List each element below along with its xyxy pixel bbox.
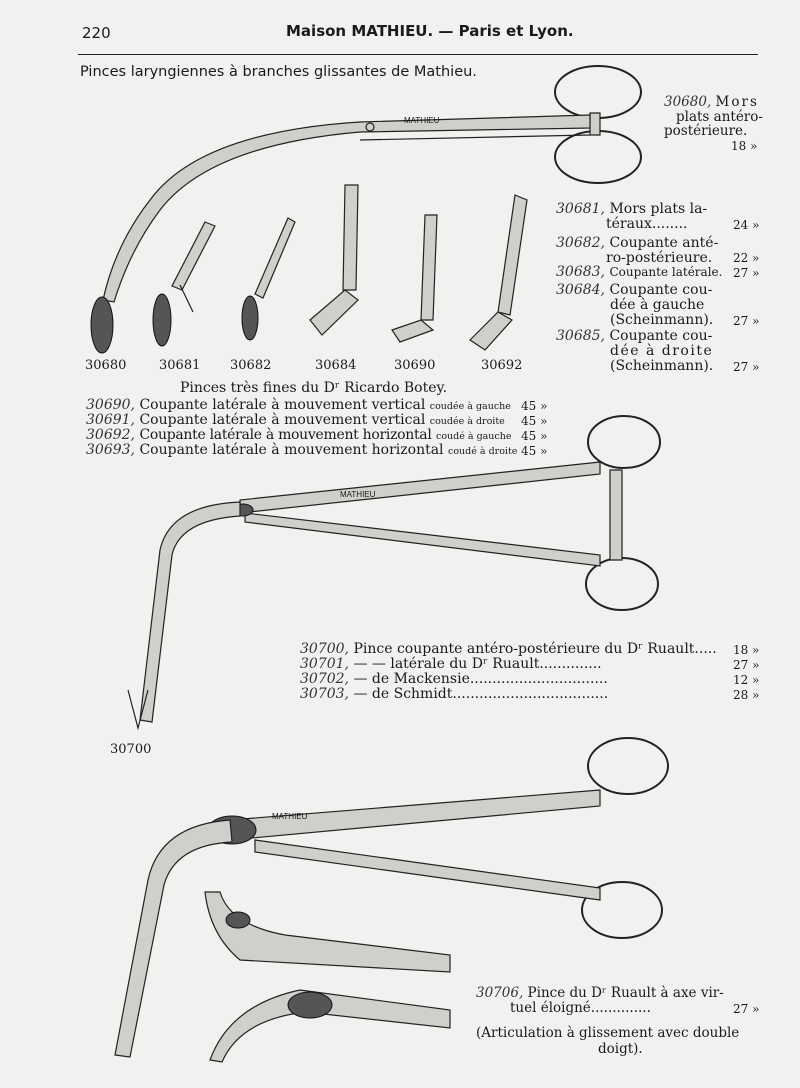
item-30703: 30703, — de Schmidt................................... (300, 686, 609, 702)
item-30692: 30692, Coupante latérale à mouvement horizontal coudé à gauche (86, 427, 512, 443)
item-30681: 30681, Mors plats la- (556, 201, 708, 217)
item-30691-price: 45 » (521, 414, 548, 428)
figure-label: 30682 (230, 358, 272, 373)
figure-label: 30684 (315, 358, 357, 373)
page-header-title: Maison MATHIEU. — Paris et Lyon. (286, 22, 574, 40)
section1-title: Pinces laryngiennes à branches glissantes de Mathieu. (80, 64, 477, 80)
item-30690-price: 45 » (521, 399, 548, 413)
item-30706-line2: tuel éloigné.............. (510, 1000, 651, 1016)
item-30700-price: 18 » (733, 643, 760, 657)
item-30702: 30702, — de Mackensie............................... (300, 671, 608, 687)
finger-ring-bottom (555, 131, 641, 183)
item-30683-price: 27 » (733, 266, 760, 280)
item-30684: 30684, Coupante cou- (556, 282, 713, 298)
item-30701: 30701, — — latérale du Dʳ Ruault.............. (300, 656, 602, 672)
item-30703-price: 28 » (733, 688, 760, 702)
figure-label: 30690 (394, 358, 436, 373)
finger-ring-top (588, 416, 660, 468)
item-30680-price: 18 » (731, 139, 758, 153)
engraving-mathieu-2: MATHIEU (340, 490, 376, 499)
engraving-mathieu-3: MATHIEU (272, 812, 308, 821)
item-30684-price: 27 » (733, 314, 760, 328)
item-30683: 30683, Coupante latérale. (556, 264, 723, 280)
item-30681-price: 24 » (733, 218, 760, 232)
item-30706-price: 27 » (733, 1002, 760, 1016)
item-30680-line3: postérieure. (664, 123, 748, 139)
item-30682-line2: ro-postérieure. (606, 250, 713, 266)
item-30681-line2: téraux........ (606, 216, 688, 232)
item-30685-line2: dée à droite (610, 343, 714, 359)
engraving-mathieu-1: MATHIEU (404, 116, 440, 125)
item-30706-note: (Articulation à glissement avec double (476, 1025, 740, 1041)
item-30702-price: 12 » (733, 673, 760, 687)
item-30706-note2: doigt). (598, 1041, 643, 1057)
item-30690: 30690, Coupante latérale à mouvement vertical coudée à gauche (86, 397, 511, 413)
figure-label-30700: 30700 (110, 742, 152, 757)
section2-title: Pinces très fines du Dʳ Ricardo Botey. (180, 380, 448, 396)
item-30682-price: 22 » (733, 251, 760, 265)
item-30692-price: 45 » (521, 429, 548, 443)
finger-ring-top (588, 738, 668, 794)
item-30693: 30693, Coupante latérale à mouvement horizontal coudé à droite (86, 442, 518, 458)
item-30680: 30680, Mors (664, 94, 759, 110)
item-30684-line3: (Scheinmann). (610, 312, 714, 328)
page-number: 220 (82, 24, 111, 42)
item-30684-line2: dée à gauche (610, 297, 705, 313)
tips-30681-30692-illustration (153, 185, 527, 350)
figure-label: 30680 (85, 358, 127, 373)
item-30693-price: 45 » (521, 444, 548, 458)
item-30685-line3: (Scheinmann). (610, 358, 714, 374)
figure-label: 30692 (481, 358, 523, 373)
item-30700: 30700, Pince coupante antéro-postérieure du Dʳ Ruault..... (300, 641, 717, 657)
item-30685-price: 27 » (733, 360, 760, 374)
item-30685: 30685, Coupante cou- (556, 328, 713, 344)
figure-label: 30681 (159, 358, 201, 373)
item-30680-line2: plats antéro- (676, 109, 763, 125)
item-30701-price: 27 » (733, 658, 760, 672)
item-30706: 30706, Pince du Dʳ Ruault à axe vir- (476, 985, 724, 1001)
item-30691: 30691, Coupante latérale à mouvement vertical coudée à droite (86, 412, 505, 428)
finger-ring-top (555, 66, 641, 118)
item-30682: 30682, Coupante anté- (556, 235, 719, 251)
